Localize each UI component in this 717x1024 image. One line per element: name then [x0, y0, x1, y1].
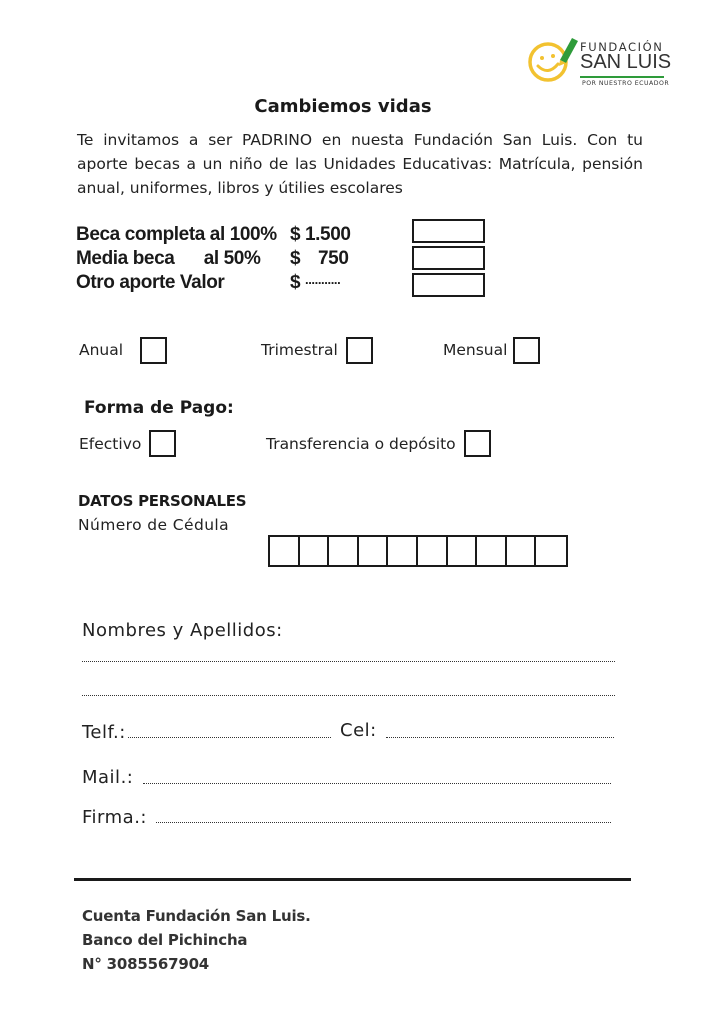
cedula-digit-box[interactable]	[477, 537, 507, 565]
beca-currency: $	[290, 248, 301, 269]
efectivo-checkbox[interactable]	[149, 430, 176, 457]
nombres-line-2[interactable]	[82, 695, 615, 696]
cedula-label: Número de Cédula	[78, 516, 230, 534]
cedula-digit-box[interactable]	[507, 537, 537, 565]
logo-line2: SAN LUIS	[580, 51, 672, 73]
cel-label: Cel:	[340, 720, 377, 741]
logo-line1: FUNDACIÓN	[580, 40, 664, 54]
cedula-digit-box[interactable]	[418, 537, 448, 565]
telf-label: Telf.:	[82, 722, 126, 743]
logo-tagline: POR NUESTRO ECUADOR	[582, 80, 670, 87]
nombres-line-1[interactable]	[82, 661, 615, 662]
mensual-label: Mensual	[443, 341, 508, 359]
cedula-digit-box[interactable]	[448, 537, 478, 565]
mail-label: Mail.:	[82, 767, 134, 788]
telf-line[interactable]	[128, 737, 331, 738]
anual-label: Anual	[79, 341, 124, 359]
trimestral-checkbox[interactable]	[346, 337, 373, 364]
footer-cuenta: Cuenta Fundación San Luis.	[82, 907, 311, 925]
footer-divider	[74, 878, 631, 881]
beca-amount: 750	[318, 248, 349, 269]
beca-label: Beca completa al 100%	[76, 224, 277, 245]
cedula-digit-box[interactable]	[536, 537, 566, 565]
footer-banco: Banco del Pichincha	[82, 931, 248, 949]
cel-line[interactable]	[386, 737, 614, 738]
page-title: Cambiemos vidas	[254, 96, 432, 117]
mail-line[interactable]	[143, 783, 611, 784]
cedula-digit-box[interactable]	[359, 537, 389, 565]
beca-otro-checkbox[interactable]	[412, 273, 485, 297]
datos-personales-heading: DATOS PERSONALES	[78, 492, 247, 510]
footer-numero: N° 3085567904	[82, 955, 210, 973]
beca-label: Media beca al 50%	[76, 248, 261, 269]
cedula-digit-box[interactable]	[300, 537, 330, 565]
beca-amount: ...........	[305, 272, 341, 287]
smiley-sun-icon	[526, 36, 580, 86]
cedula-digit-box[interactable]	[388, 537, 418, 565]
forma-pago-heading: Forma de Pago:	[84, 398, 234, 418]
beca-label: Otro aporte Valor	[76, 272, 225, 293]
beca-currency: $	[290, 224, 301, 245]
firma-line[interactable]	[156, 822, 611, 823]
transferencia-label: Transferencia o depósito	[266, 435, 456, 453]
cedula-digit-box[interactable]	[329, 537, 359, 565]
cedula-digit-box[interactable]	[270, 537, 300, 565]
cedula-input-grid[interactable]	[268, 535, 568, 567]
anual-checkbox[interactable]	[140, 337, 167, 364]
nombres-label: Nombres y Apellidos:	[82, 620, 283, 641]
fundacion-logo	[526, 30, 676, 90]
logo-divider	[580, 76, 664, 78]
efectivo-label: Efectivo	[79, 435, 142, 453]
beca-currency: $	[290, 272, 301, 293]
trimestral-label: Trimestral	[261, 341, 338, 359]
firma-label: Firma.:	[82, 807, 147, 828]
intro-paragraph: Te invitamos a ser PADRINO en nuesta Fundación San Luis. Con tu aporte becas a un niño de las Unidades Educativas: Matrícula, pensión anual, uniformes, libros y útilies escolares	[77, 131, 643, 197]
mensual-checkbox[interactable]	[513, 337, 540, 364]
beca-media-checkbox[interactable]	[412, 246, 485, 270]
beca-completa-checkbox[interactable]	[412, 219, 485, 243]
beca-amount: 1.500	[305, 224, 351, 245]
transferencia-checkbox[interactable]	[464, 430, 491, 457]
